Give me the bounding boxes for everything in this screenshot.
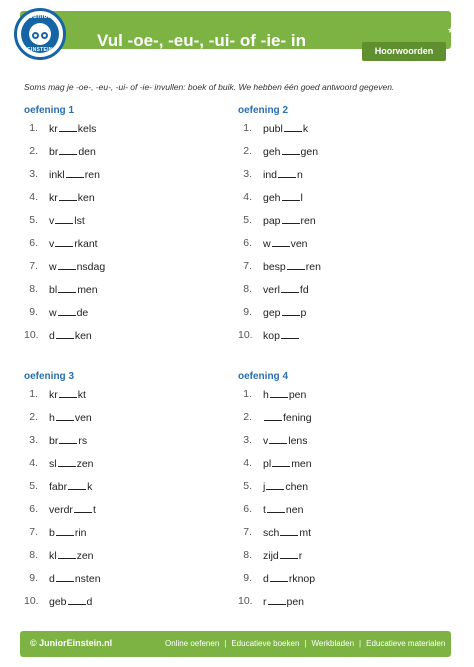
fill-in-blank[interactable] [56,526,74,536]
fill-in-blank[interactable] [280,549,298,559]
word-prefix: w [263,238,271,250]
fill-in-blank[interactable] [280,526,298,536]
item-word [49,191,95,204]
item-number: 1. [29,122,38,134]
item-word [49,237,98,250]
word-suffix: zen [76,550,94,562]
word-prefix: besp [263,261,286,273]
word-prefix: gep [263,307,281,319]
fill-in-blank[interactable] [68,595,86,605]
word-prefix: bl [49,284,58,296]
item-number: 5. [29,214,38,226]
item-word [263,122,308,135]
item-number: 9. [243,306,252,318]
section-title: oefening 4 [238,371,289,382]
word-prefix: d [49,330,55,342]
item-word [49,388,86,401]
word-prefix: b [49,527,55,539]
page-title: Vul -oe-, -eu-, -ui- of -ie- in [97,31,307,50]
fill-in-blank[interactable] [59,145,77,155]
item-number: 6. [29,503,38,515]
fill-in-blank[interactable] [58,260,76,270]
fill-in-blank[interactable] [74,503,92,513]
item-word [49,503,96,516]
footer-link[interactable]: Educatieve boeken [231,639,300,648]
fill-in-blank[interactable] [55,237,73,247]
word-prefix: kr [49,192,58,204]
word-suffix: ken [77,192,95,204]
word-prefix: h [263,389,269,401]
item-word [49,145,96,158]
item-number: 7. [29,526,38,538]
fill-in-blank[interactable] [272,457,290,467]
fill-in-blank[interactable] [281,283,299,293]
word-suffix: t [92,504,96,516]
item-number: 3. [243,434,252,446]
fill-in-blank[interactable] [59,122,77,132]
item-number: 4. [29,191,38,203]
footer-separator: | [224,639,227,648]
item-word [263,145,318,158]
word-prefix: verl [263,284,280,296]
fill-in-blank[interactable] [59,388,77,398]
item-word [49,306,88,319]
word-suffix: d [86,596,93,608]
word-prefix: r [263,596,267,608]
item-number: 2. [243,411,252,423]
item-number: 6. [243,237,252,249]
word-suffix: ren [84,169,100,181]
item-number: 3. [29,168,38,180]
fill-in-blank[interactable] [270,572,288,582]
word-suffix: pen [288,389,307,401]
word-prefix: d [49,573,55,585]
word-prefix: pap [263,215,281,227]
item-number: 1. [29,388,38,400]
fill-in-blank[interactable] [68,480,86,490]
word-prefix: geb [49,596,67,608]
junior-einstein-logo [14,8,66,60]
item-word [49,595,92,608]
word-suffix: l [300,192,303,204]
word-prefix: ind [263,169,278,181]
item-word [263,260,321,273]
word-suffix: men [77,284,98,296]
item-word [263,306,306,319]
word-suffix: rin [74,527,87,539]
word-suffix: fening [283,412,312,424]
item-number: 2. [243,145,252,157]
word-prefix: t [263,504,266,516]
fill-in-blank[interactable] [278,168,296,178]
word-suffix: gen [300,146,319,158]
word-prefix: fabr [49,481,68,493]
item-word [263,329,300,342]
item-word [263,503,303,516]
word-prefix: v [263,435,269,447]
footer-bar [20,631,451,657]
fill-in-blank[interactable] [56,329,74,339]
item-word [263,434,308,447]
word-suffix: ven [290,238,308,250]
word-suffix: rknop [288,573,316,585]
fill-in-blank[interactable] [282,145,300,155]
item-number: 9. [29,572,38,584]
word-suffix: men [291,458,312,470]
word-prefix: publ [263,123,283,135]
fill-in-blank[interactable] [59,434,77,444]
word-suffix: ren [305,261,321,273]
fill-in-blank[interactable] [58,549,76,559]
fill-in-blank[interactable] [272,237,290,247]
word-suffix: kels [77,123,97,135]
fill-in-blank[interactable] [268,595,286,605]
fill-in-blank[interactable] [267,503,285,513]
word-suffix: lens [288,435,308,447]
footer-link[interactable]: Werkbladen [311,639,355,648]
word-prefix: geh [263,192,281,204]
item-word [49,214,85,227]
word-suffix: r [298,550,303,562]
item-number: 6. [29,237,38,249]
word-prefix: pl [263,458,272,470]
item-word [49,329,92,342]
item-number: 4. [243,191,252,203]
word-suffix: pen [286,596,305,608]
item-number: 6. [243,503,252,515]
item-number: 2. [29,411,38,423]
item-word [263,549,302,562]
word-suffix: kt [77,389,86,401]
logo-eye-left [32,32,39,39]
instruction-text: Soms mag je -oe-, -eu-, -ui- of -ie- invullen: boek of buik. We hebben één goed antwoord gegeven. [24,82,395,92]
word-prefix: geh [263,146,281,158]
item-word [263,572,315,585]
word-suffix: ken [74,330,92,342]
section-title: oefening 2 [238,105,289,116]
item-word [49,260,105,273]
word-prefix: v [49,215,55,227]
fill-in-blank[interactable] [282,191,300,201]
word-suffix: ven [74,412,92,424]
word-suffix: lst [74,215,85,227]
fill-in-blank[interactable] [55,214,73,224]
footer-separator: | [304,639,307,648]
item-number: 7. [243,260,252,272]
word-suffix: rs [78,435,88,447]
fill-in-blank[interactable] [58,457,76,467]
item-number: 1. [243,388,252,400]
item-word [49,549,94,562]
word-prefix: kl [49,550,57,562]
item-word [263,237,308,250]
item-number: 10. [24,595,39,607]
word-prefix: kop [263,330,280,342]
word-prefix: zijd [263,550,279,562]
fill-in-blank[interactable] [66,168,84,178]
item-word [263,526,311,539]
item-number: 5. [29,480,38,492]
word-prefix: v [49,238,55,250]
item-number: 10. [24,329,39,341]
fill-in-blank[interactable] [58,306,76,316]
logo-eye-right [41,32,48,39]
item-number: 9. [29,306,38,318]
word-prefix: kr [49,123,58,135]
footer-separator: | [359,639,362,648]
word-suffix: den [78,146,96,158]
section-title: oefening 1 [24,105,75,116]
fill-in-blank[interactable] [281,329,299,339]
word-suffix: k [87,481,93,493]
item-number: 4. [29,457,38,469]
footer-link[interactable]: Educatieve materialen [366,639,446,648]
item-number: 1. [243,122,252,134]
fill-in-blank[interactable] [266,480,284,490]
footer-link[interactable]: Online oefenen [165,639,220,648]
fill-in-blank[interactable] [58,283,76,293]
word-suffix: nen [285,504,304,516]
item-number: 7. [243,526,252,538]
word-prefix: sl [49,458,57,470]
item-number: 8. [29,283,38,295]
fill-in-blank[interactable] [56,572,74,582]
item-word [49,411,92,424]
item-word [263,595,304,608]
item-word [49,480,92,493]
item-word [263,214,316,227]
word-prefix: sch [263,527,280,539]
fill-in-blank[interactable] [264,411,282,421]
word-prefix: inkl [49,169,65,181]
word-suffix: rkant [74,238,98,250]
item-number: 8. [243,283,252,295]
item-number: 4. [243,457,252,469]
item-number: 7. [29,260,38,272]
item-number: 3. [243,168,252,180]
footer-brand: © JuniorEinstein.nl [30,638,113,648]
item-word [49,168,100,181]
item-word [263,168,303,181]
logo-text-bottom: EINSTEIN [27,47,53,53]
fill-in-blank[interactable] [269,434,287,444]
item-number: 5. [243,214,252,226]
item-number: 8. [29,549,38,561]
word-suffix: k [302,123,309,135]
item-word [49,434,87,447]
item-number: 2. [29,145,38,157]
word-prefix: w [49,261,57,273]
fill-in-blank[interactable] [59,191,77,201]
item-word [263,388,306,401]
word-prefix: h [49,412,55,424]
word-suffix: zen [76,458,94,470]
word-prefix: kr [49,389,58,401]
word-suffix: de [76,307,89,319]
item-word [49,283,98,296]
section-title: oefening 3 [24,371,75,382]
item-word [263,480,308,493]
footer-links [165,639,445,648]
word-prefix: j [263,481,266,493]
item-number: 3. [29,434,38,446]
item-word [263,457,312,470]
fill-in-blank[interactable] [282,306,300,316]
item-word [263,411,312,424]
word-suffix: fd [299,284,309,296]
fill-in-blank[interactable] [270,388,288,398]
item-number: 10. [238,595,253,607]
word-suffix: ren [300,215,316,227]
item-word [49,122,96,135]
fill-in-blank[interactable] [284,122,302,132]
word-suffix: nsten [74,573,101,585]
item-word [263,191,303,204]
item-word [49,457,94,470]
word-prefix: verdr [49,504,73,516]
fill-in-blank[interactable] [56,411,74,421]
item-word [263,283,309,296]
word-suffix: n [297,169,303,181]
word-prefix: w [49,307,57,319]
word-prefix: br [49,146,59,158]
word-suffix: mt [299,527,312,539]
word-suffix: p [300,307,307,319]
fill-in-blank[interactable] [282,214,300,224]
item-number: 8. [243,549,252,561]
fill-in-blank[interactable] [287,260,305,270]
word-prefix: br [49,435,59,447]
item-word [49,526,87,539]
item-word [49,572,101,585]
logo-text-top: Junior [29,14,51,20]
word-suffix: nsdag [76,261,106,273]
category-tag: Hoorwoorden [362,42,446,61]
word-suffix: chen [285,481,309,493]
item-number: 9. [243,572,252,584]
difficulty-stars: ★★ [447,25,468,35]
item-number: 5. [243,480,252,492]
item-number: 10. [238,329,253,341]
word-prefix: d [263,573,269,585]
